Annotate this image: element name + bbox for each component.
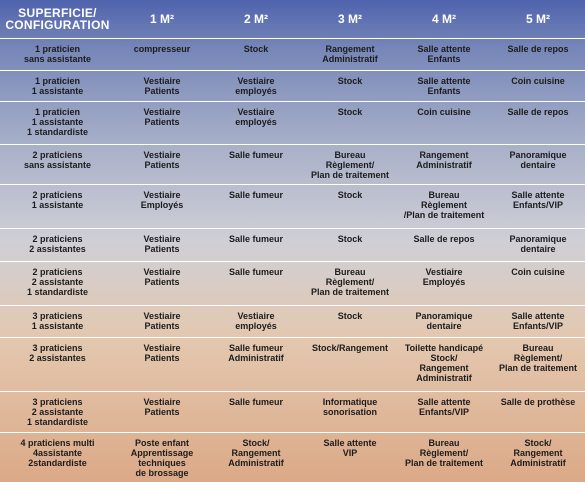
table-cell: Salle attente Enfants [397,71,491,102]
table-cell: Stock/Rangement [303,338,397,392]
row-config-label: 2 praticiens 1 assistante [0,185,115,229]
table-row [0,71,585,102]
table-cell: Vestiaire Patients [115,306,209,338]
corner-header-line2: CONFIGURATION [5,18,110,32]
table-cell: Bureau Règlement/ Plan de traitement [303,262,397,306]
table-cell: Stock [303,229,397,262]
table-cell: Bureau Règlement/ Plan de traitement [491,338,585,392]
col-header-1m2: 1 M² [150,12,174,26]
row-config-label: 1 praticien sans assistante [0,39,115,71]
table-cell: Stock [303,185,397,229]
corner-header-line1: SUPERFICIE/ [18,6,97,20]
table-cell: Coin cuisine [491,262,585,306]
table-cell: Rangement Administratif [303,39,397,71]
table-row [0,306,585,338]
col-header-2m2: 2 M² [244,12,268,26]
table-row [0,433,585,481]
table-cell: compresseur [115,39,209,71]
row-config-label: 3 praticiens 1 assistante [0,306,115,338]
table-cell: Stock/ Rangement Administratif [209,433,303,481]
table-cell: Informatique sonorisation [303,392,397,433]
table-cell: Stock [303,306,397,338]
table-cell: Salle de repos [491,39,585,71]
row-config-label: 2 praticiens 2 assistantes [0,229,115,262]
col-header-4m2: 4 M² [432,12,456,26]
table-cell: Salle attente Enfants/VIP [397,392,491,433]
table-cell: Vestiaire employés [209,102,303,145]
table-cell: Vestiaire Patients [115,262,209,306]
table-cell: Salle attente VIP [303,433,397,481]
table-cell: Salle de repos [397,229,491,262]
table-cell: Poste enfant Apprentissage techniques de brossage [115,433,209,481]
row-config-label: 4 praticiens multi 4assistante 2standardiste [0,433,115,481]
table-cell: Vestiaire Employés [115,185,209,229]
row-config-label: 1 praticien 1 assistante [0,71,115,102]
table-cell: Salle fumeur [209,229,303,262]
table-cell: Vestiaire Patients [115,102,209,145]
table-cell: Salle attente Enfants/VIP [491,185,585,229]
table-row [0,102,585,145]
col-header-5m2: 5 M² [526,12,550,26]
table-cell: Coin cuisine [491,71,585,102]
table-cell: Salle de prothèse [491,392,585,433]
table-cell: Vestiaire employés [209,71,303,102]
table-cell: Bureau Règlement /Plan de traitement [397,185,491,229]
table-cell: Salle attente Enfants [397,39,491,71]
row-config-label: 3 praticiens 2 assistantes [0,338,115,392]
table-cell: Vestiaire Patients [115,145,209,185]
table-cell: Salle fumeur [209,185,303,229]
corner-header [0,0,115,39]
row-config-label: 1 praticien 1 assistante 1 standardiste [0,102,115,145]
table-cell: Bureau Règlement/ Plan de traitement [303,145,397,185]
table-cell: Rangement Administratif [397,145,491,185]
table-cell: Coin cuisine [397,102,491,145]
table-row [0,338,585,392]
table-row [0,185,585,229]
table-row [0,229,585,262]
table-cell: Vestiaire Patients [115,71,209,102]
table-row [0,262,585,306]
table-cell: Toilette handicapé Stock/ Rangement Administratif [397,338,491,392]
table-cell: Salle fumeur [209,392,303,433]
table-cell: Stock [303,71,397,102]
table-row [0,39,585,71]
table-cell: Stock/ Rangement Administratif [491,433,585,481]
header-row [0,0,585,39]
table-cell: Vestiaire Employés [397,262,491,306]
table-row [0,145,585,185]
table-cell: Vestiaire Patients [115,338,209,392]
col-header-3m2: 3 M² [338,12,362,26]
table-cell: Salle fumeur [209,145,303,185]
table-cell: Bureau Règlement/ Plan de traitement [397,433,491,481]
table-cell: Vestiaire Patients [115,229,209,262]
table-cell: Salle attente Enfants/VIP [491,306,585,338]
table-cell: Vestiaire employés [209,306,303,338]
row-config-label: 2 praticiens 2 assistante 1 standardiste [0,262,115,306]
table-cell: Salle fumeur [209,262,303,306]
table-cell: Stock [209,39,303,71]
row-config-label: 3 praticiens 2 assistante 1 standardiste [0,392,115,433]
table-cell: Vestiaire Patients [115,392,209,433]
table-cell: Stock [303,102,397,145]
table-cell: Panoramique dentaire [491,229,585,262]
table-cell: Panoramique dentaire [397,306,491,338]
row-config-label: 2 praticiens sans assistante [0,145,115,185]
table-cell: Salle fumeur Administratif [209,338,303,392]
table-cell: Salle de repos [491,102,585,145]
table-cell: Panoramique dentaire [491,145,585,185]
table-row [0,392,585,433]
